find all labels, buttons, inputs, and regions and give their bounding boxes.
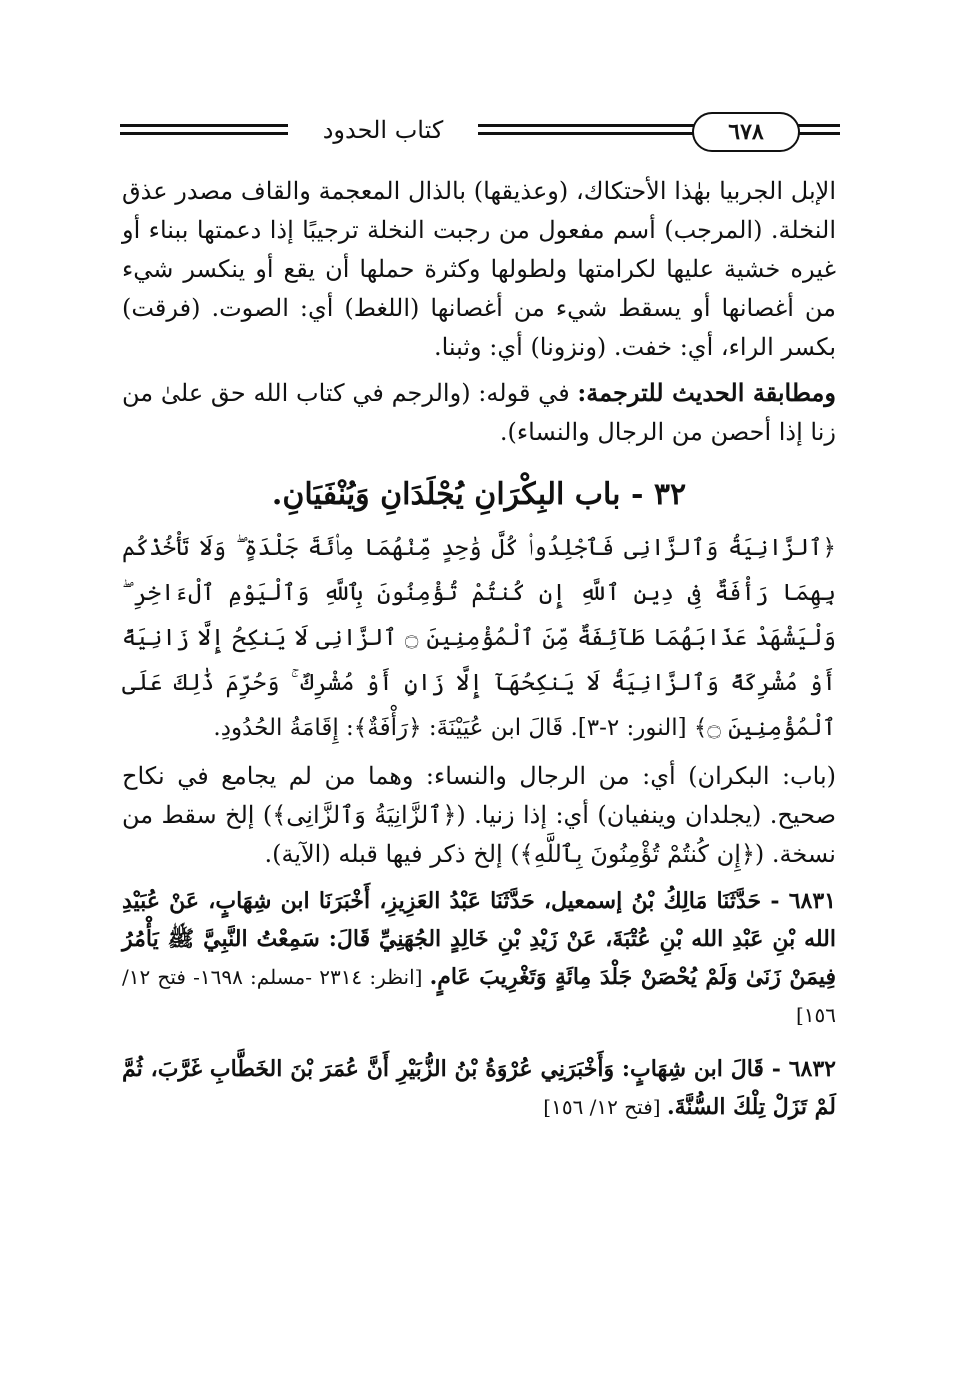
paragraph-text: في قوله: (والرجم في كتاب الله حق علىٰ من زنا إذا أحصن من الرجال والنساء). xyxy=(122,379,836,446)
hadith-reference: [انظر: ٢٣١٤ -مسلم: ١٦٩٨- فتح ١٢/ ١٥٦] xyxy=(122,965,836,1027)
paragraph-lead: ومطابقة الحديث للترجمة: xyxy=(577,378,836,407)
hadith-reference: [فتح ١٢/ ١٥٦] xyxy=(543,1095,667,1119)
hadith-text xyxy=(122,882,836,1034)
page-number: ٦٧٨ xyxy=(692,112,800,152)
quran-verse: ﴿ٱلزَّانِيَةُ وَٱلزَّانِى فَٱجْلِدُوا۟ كُلَّ وَٰحِدٍ مِّنْهُمَا مِا۟ئَةَ جَلْدَةٍ ۖ وَلَا تَأْخُذْكُم بِهِمَا رَأْفَةٌ فِى دِينِ ٱللَّهِ إِن كُنتُمْ تُؤْمِنُونَ بِٱللَّهِ وَٱلْيَوْمِ ٱلْءَاخِرِ ۖ وَلْيَشْهَدْ عَذَابَهُمَا طَآئِفَةٌ مِّنَ ٱلْمُؤْمِنِينَ ۝ ٱلزَّانِى لَا يَنكِحُ إِلَّا زَانِيَةً أَوْ مُشْرِكَةً وَٱلزَّانِيَةُ لَا يَنكِحُهَآ إِلَّا زَانٍ أَوْ مُشْرِكٌ ۚ وَحُرِّمَ ذَٰلِكَ عَلَى ٱلْمُؤْمِنِينَ ۝﴾ [النور: ٢-٣]. قَالَ ابن عُيَيْنَةَ: ﴿رَأْفَةٌ﴾: إِقَامَةُ الحُدُودِ. xyxy=(122,535,836,741)
hadith-body: ٦٨٣٢ - قَالَ ابن شِهَابٍ: وَأَخْبَرَنِي عُرْوَةُ بْنُ الزُّبَيْرِ أَنَّ عُمَرَ بْنَ الخَطَّابِ غَرَّبَ، ثُمَّ لَمْ تَزَلْ تِلْكَ السُّنَّةَ. xyxy=(122,1056,836,1120)
book-title: كتاب الحدود xyxy=(288,112,478,148)
chapter-heading: ٣٢ - باب البِكْرَانِ يُجْلَدَانِ وَيُنْفَيَانِ. xyxy=(271,477,687,512)
hadith-body: ٦٨٣١ - حَدَّثَنَا مَالِكُ بْنُ إسمعيل، حَدَّثَنَا عَبْدُ العَزِيزِ، أَخْبَرَنَا ابن شِهَابٍ، عَنْ عُبَيْدِ الله بْنِ عَبْدِ الله بْنِ عُتْبَةَ، عَنْ زَيْدِ بْنِ خَالِدٍ الجُهَنِيِّ قَالَ: سَمِعْتُ النَّبِيَّ ﷺ يَأْمُرُ فِيمَنْ زَنَىٰ وَلَمْ يُحْصَنْ جَلْدَ مِائَةٍ وَتَغْرِيبَ عَامٍ. xyxy=(122,888,837,990)
page-body xyxy=(122,172,836,1126)
hadith-text xyxy=(122,1050,836,1126)
commentary-paragraph: الإبل الجربيا بهٰذا الأحتكاك، (وعذيقها) بالذال المعجمة والقاف مصدر عذق النخلة. (المرجب) أسم مفعول من رجبت النخلة ترجيبًا إذا دعمتها ببناء أو غيره خشية عليها لكرامتها ولطولها وكثرة حملها أن يقع أو ينكسر شيء من أغصانها أو يسقط شيء من أغصانها (اللغط) أي: الصوت. (فرقت) بكسر الراء، أي: خفت. (ونزونا) أي: وثبنا. xyxy=(122,177,836,361)
translation-match-paragraph xyxy=(122,373,836,452)
page-header xyxy=(120,110,840,154)
explanation-paragraph: (باب: البكران) أي: من الرجال والنساء: وهما من لم يجامع في نكاح صحيح. (يجلدان وينفيان) أي: إذا زنيا. (﴿ٱلزَّانِيَةُ وَٱلزَّانِى﴾) إلخ سقط من نسخة. (﴿إِن كُنتُمْ تُؤْمِنُونَ بِٱللَّهِ﴾) إلخ ذكر فيها قبله (الآية). xyxy=(122,762,837,868)
